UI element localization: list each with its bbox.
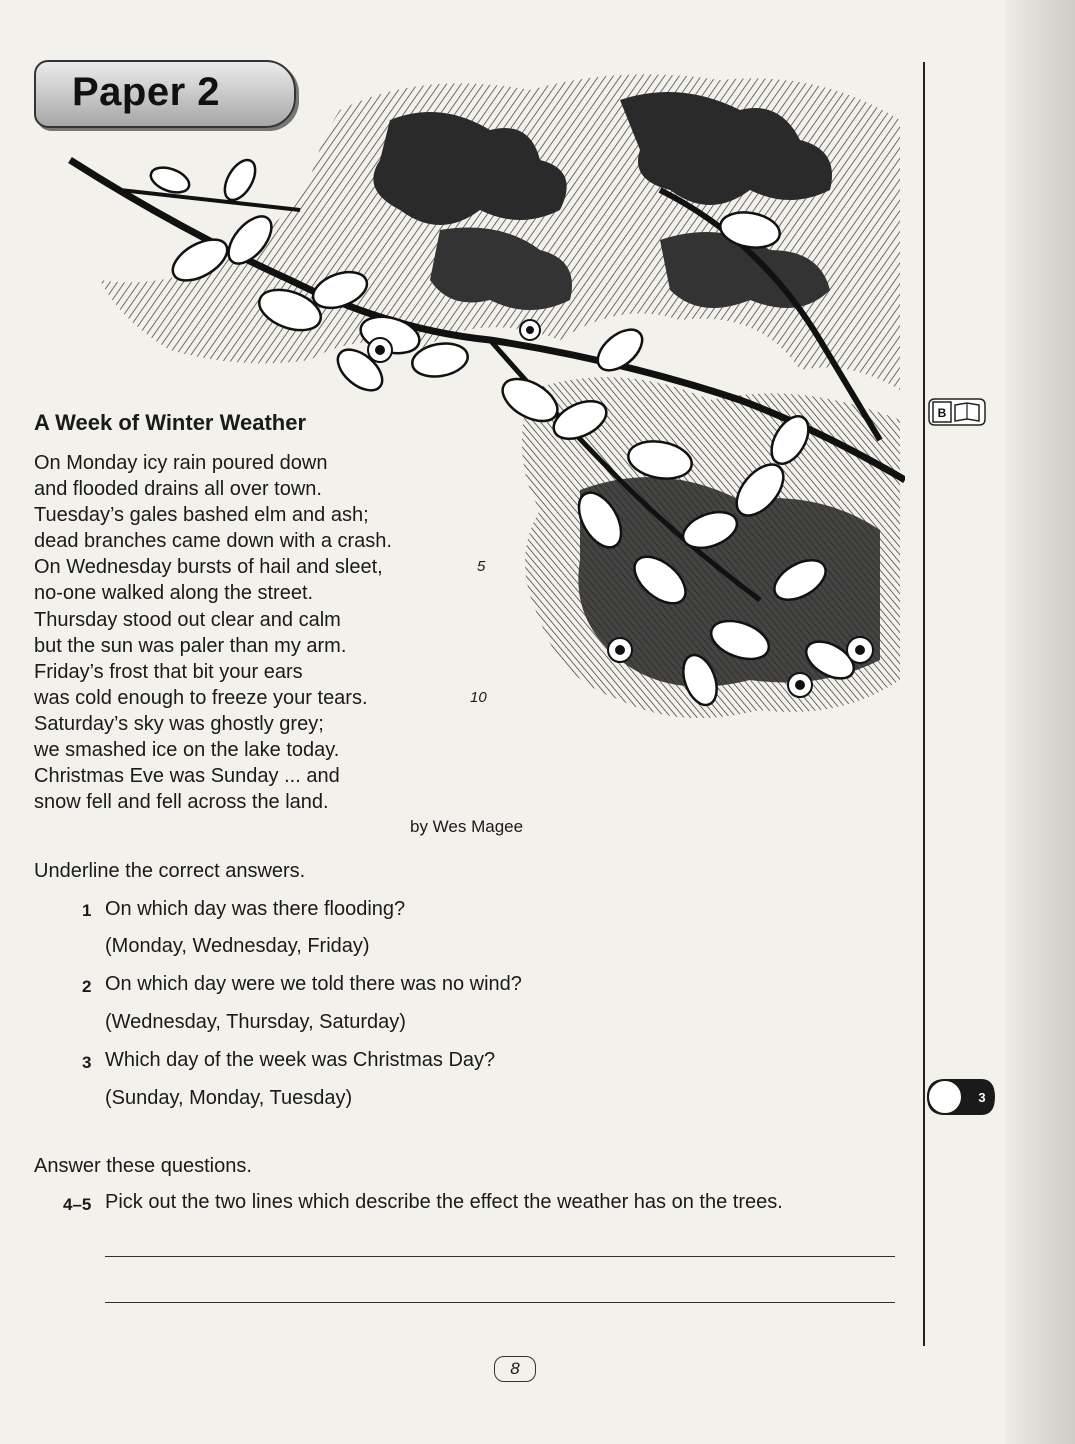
question-text: Pick out the two lines which describe the effect the weather has on the trees. xyxy=(105,1191,783,1213)
question-options[interactable]: (Sunday, Monday, Tuesday) xyxy=(105,1087,353,1109)
question-options[interactable]: (Wednesday, Thursday, Saturday) xyxy=(105,1011,406,1033)
page-spine-shadow xyxy=(1005,0,1075,1444)
question-number: 4–5 xyxy=(63,1195,92,1214)
poem-line: Tuesday’s gales bashed elm and ash; xyxy=(34,504,369,527)
poem-line: dead branches came down with a crash. xyxy=(34,530,392,553)
poem-author: by Wes Magee xyxy=(410,817,524,836)
score-total: 3 xyxy=(978,1090,986,1105)
poem-line: On Wednesday bursts of hail and sleet, xyxy=(34,556,383,579)
paper-label-tab xyxy=(34,60,296,128)
question-text: On which day was there flooding? xyxy=(105,898,406,920)
instruction-answer: Answer these questions. xyxy=(34,1155,252,1177)
question-number: 3 xyxy=(82,1053,92,1072)
poem-line: we smashed ice on the lake today. xyxy=(34,739,340,762)
line-number-5: 5 xyxy=(477,558,486,575)
poem-line: was cold enough to freeze your tears. xyxy=(34,686,368,709)
poem-line: snow fell and fell across the land. xyxy=(34,791,329,814)
question-number: 1 xyxy=(82,901,92,920)
book-icon xyxy=(927,397,987,427)
book-letter: B xyxy=(937,406,947,420)
poem-line: no-one walked along the street. xyxy=(34,582,314,605)
poem-line: Saturday’s sky was ghostly grey; xyxy=(34,712,324,735)
poem-line: but the sun was paler than my arm. xyxy=(34,634,347,657)
instruction-underline: Underline the correct answers. xyxy=(34,860,306,882)
line-number-10: 10 xyxy=(470,689,487,706)
question-text: On which day were we told there was no wind? xyxy=(105,973,522,995)
answer-line[interactable] xyxy=(105,1302,895,1303)
poem-line: On Monday icy rain poured down xyxy=(34,452,328,474)
poem-title: A Week of Winter Weather xyxy=(34,410,307,435)
page-number: 8 xyxy=(494,1356,536,1382)
answer-line[interactable] xyxy=(105,1256,895,1257)
poem-line: Christmas Eve was Sunday ... and xyxy=(34,765,340,788)
poem-body xyxy=(34,450,392,815)
question-text: Which day of the week was Christmas Day? xyxy=(105,1049,496,1071)
score-box-icon[interactable] xyxy=(926,1078,996,1116)
poem-line: Friday’s frost that bit your ears xyxy=(34,660,303,683)
poem-line: and flooded drains all over town. xyxy=(34,478,322,501)
question-options[interactable]: (Monday, Wednesday, Friday) xyxy=(105,935,370,957)
margin-rule xyxy=(923,62,925,1346)
poem-line: Thursday stood out clear and calm xyxy=(34,608,341,631)
question-number: 2 xyxy=(82,977,92,996)
paper-label: Paper 2 xyxy=(72,70,221,114)
